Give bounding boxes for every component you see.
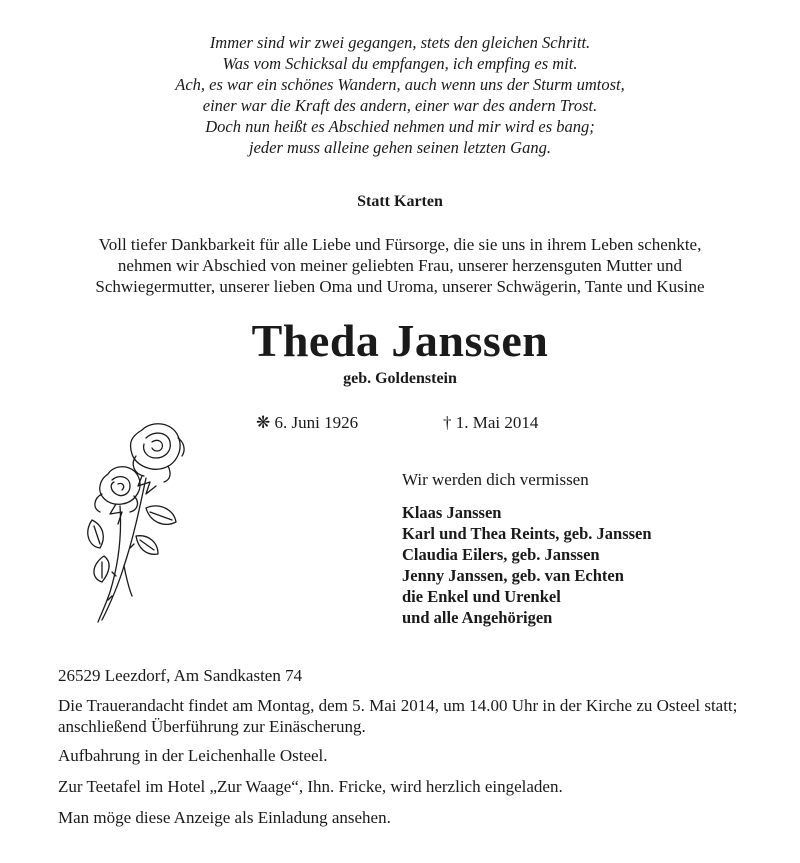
poem-line: Immer sind wir zwei gegangen, stets den gleichen Schritt. [209,33,591,52]
intro-line: Schwiegermutter, unserer lieben Oma und Uroma, unserer Schwägerin, Tante und Kusine [95,277,705,296]
maiden-name: geb. Goldenstein [343,370,457,387]
mourner: Karl und Thea Reints, geb. Janssen [402,524,652,543]
invitation-note: Man möge diese Anzeige als Einladung ansehen. [58,808,391,827]
mourner: Claudia Eilers, geb. Janssen [402,545,600,564]
poem-line: Was vom Schicksal du empfangen, ich empfing es mit. [222,54,578,73]
viewing-info: Aufbahrung in der Leichenhalle Osteel. [58,746,328,765]
service-info: Die Trauerandacht findet am Montag, dem 5. Mai 2014, um 14.00 Uhr in der Kirche zu Osteel statt; anschließend Überführung zur Einäscherung. [58,696,738,736]
poem [0,32,800,158]
mourner: Jenny Janssen, geb. van Echten [402,566,624,585]
birth-date: ❋ 6. Juni 1926 [256,413,359,432]
mourners-list [402,502,652,628]
service-details [58,665,758,828]
intro-text [0,234,800,297]
intro-line: Voll tiefer Dankbarkeit für alle Liebe und Fürsorge, die sie uns in ihrem Leben schenkte, [98,235,702,254]
tea-invitation: Zur Teetafel im Hotel „Zur Waage“, Ihn. Fricke, wird herzlich eingeladen. [58,777,563,796]
address: 26529 Leezdorf, Am Sandkasten 74 [58,666,303,685]
deceased-name: Theda Janssen [251,315,549,366]
intro-line: nehmen wir Abschied von meiner geliebten Frau, unserer herzensguten Mutter und [117,256,683,275]
poem-line: einer war die Kraft des andern, einer war des andern Trost. [202,96,598,115]
death-date: † 1. Mai 2014 [443,413,539,432]
closing-line: Wir werden dich vermissen [402,470,589,489]
poem-line: Ach, es war ein schönes Wandern, auch wenn uns der Sturm umtost, [175,75,625,94]
poem-line: jeder muss alleine gehen seinen letzten Gang. [249,138,551,157]
heading-statt-karten: Statt Karten [357,193,443,210]
mourner: die Enkel und Urenkel [402,587,561,606]
mourner: Klaas Janssen [402,503,502,522]
poem-line: Doch nun heißt es Abschied nehmen und mir wird es bang; [205,117,595,136]
mourner: und alle Angehörigen [402,608,553,627]
rose-icon [80,416,190,624]
